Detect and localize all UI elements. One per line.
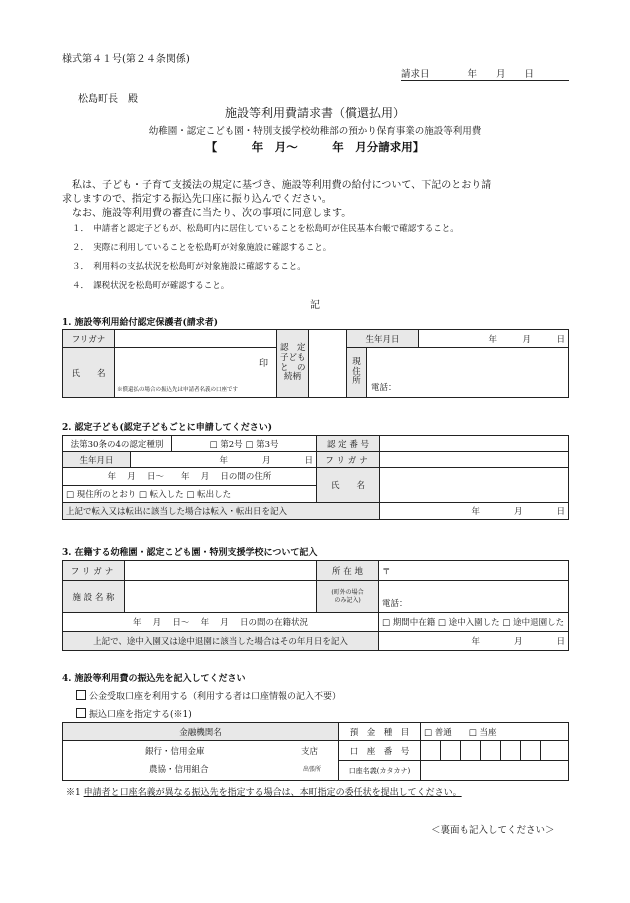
facility-name-field[interactable]: [125, 581, 317, 613]
mid-date-field[interactable]: 年 月 日: [379, 632, 569, 651]
ki-mark: 記: [310, 300, 320, 311]
facility-furigana-label: フリガナ: [63, 561, 125, 581]
form-number: 様式第４１号(第２４条関係): [62, 54, 190, 65]
document-subtitle: 幼稚園・認定こども園・特別支援学校幼稚部の預かり保育事業の施設等利用費: [148, 126, 482, 137]
cert-type-label: 法第30条の4の認定種別: [63, 436, 172, 452]
consent-item: ４． 課税状況を松島町が確認すること。: [72, 281, 230, 291]
child-table: [62, 435, 569, 520]
bank-name-field[interactable]: [63, 741, 339, 781]
facility-phone-label: 電話：: [382, 599, 408, 609]
account-digit[interactable]: [501, 741, 521, 761]
facility-phone-field[interactable]: [379, 581, 569, 613]
bank-header: 金融機関名: [63, 723, 339, 741]
phone-label: 電話：: [371, 383, 397, 393]
public-account-option[interactable]: 公金受取口座を利用する（利用する者は口座情報の記入不要）: [76, 689, 341, 702]
enrollment-options[interactable]: □ 期間中在籍 □ 途中入園した □ 途中退園した: [379, 613, 569, 632]
birth-field[interactable]: 年 月 日: [419, 330, 569, 348]
child-furigana-label: フリガナ: [317, 452, 380, 468]
addressee: 松島町長 殿: [78, 94, 138, 105]
consent-item: ２． 実際に利用していることを松島町が対象施設に確認すること。: [72, 243, 332, 253]
checkbox-icon[interactable]: [76, 708, 86, 718]
document-title: 施設等利用費請求書（償還払用）: [224, 106, 405, 120]
facility-table: [62, 560, 569, 651]
intro-line-2: 求しますので、指定する振込先口座に振り込んでください。: [62, 194, 332, 205]
request-date: 請求日 年 月 日: [401, 66, 569, 81]
account-digit[interactable]: [541, 741, 569, 761]
bank-table: [62, 722, 569, 781]
address-period-label: 年 月 日～ 年 月 日の間の住所: [63, 468, 317, 485]
name-label: 氏 名: [63, 348, 115, 398]
location-field[interactable]: [379, 561, 569, 581]
intro-line-1: 私は、子ども・子育て支援法の規定に基づき、施設等利用費の給付について、下記のとおり請: [62, 180, 492, 191]
account-no-label: 口 座 番 号: [339, 741, 421, 761]
request-period: 【 年 月～ 年 月分請求用】: [205, 140, 425, 154]
address-label: 現 住 所: [347, 348, 367, 398]
back-side-note: ＜裏面も記入してください＞: [431, 825, 555, 836]
specified-account-option[interactable]: 振込口座を指定する(※1): [76, 707, 192, 720]
account-digit[interactable]: [421, 741, 441, 761]
child-birth-label: 生年月日: [63, 452, 131, 468]
account-digit[interactable]: [481, 741, 501, 761]
name-field[interactable]: [115, 348, 277, 398]
cert-type-options[interactable]: □ 第2号 □ 第3号: [172, 436, 317, 452]
birth-label: 生年月日: [347, 330, 419, 348]
child-birth-field[interactable]: 年 月 日: [131, 452, 317, 468]
section-4-heading: 4. 施設等利用費の振込先を記入してください: [62, 674, 246, 684]
cert-no-label: 認 定 番 号: [317, 436, 380, 452]
outside-note: (町外の場合 のみ記入): [317, 581, 379, 613]
enrollment-period: 年 月 日～ 年 月 日の間の在籍状況: [63, 613, 379, 632]
seal-mark: 印: [258, 359, 268, 369]
postal-mark: 〒: [382, 566, 391, 577]
account-name-label: 口座名義(カタカナ): [339, 761, 421, 781]
intro-line-3: なお、施設等利用費の審査に当たり、次の事項に同意します。: [62, 208, 352, 219]
mid-note: 上記で、途中入園又は途中退園に該当した場合はその年月日を記入: [63, 632, 379, 651]
child-furigana-field[interactable]: [380, 452, 569, 468]
section-1-heading: 1. 施設等利用給付認定保護者(請求者): [62, 318, 219, 328]
move-date-field[interactable]: 年 月 日: [380, 502, 569, 519]
guardian-table: [62, 329, 569, 398]
account-digit[interactable]: [441, 741, 461, 761]
consent-item: １． 申請者と認定子どもが、松島町内に居住していることを松島町が住民基本台帳で確認すること。: [72, 224, 459, 234]
deposit-type-options[interactable]: □ 普通 □ 当座: [421, 723, 569, 741]
footnote-mark: ※1: [66, 788, 81, 798]
furigana-label: フリガナ: [63, 330, 115, 348]
facility-name-label: 施 設 名 称: [63, 581, 125, 613]
relation-field[interactable]: [309, 330, 347, 398]
branch-label: 支店: [301, 747, 319, 757]
location-label: 所 在 地: [317, 561, 379, 581]
child-name-field[interactable]: [380, 468, 569, 502]
deposit-type-label: 預 金 種 目: [339, 723, 421, 741]
footnote-text: 申請者と口座名義が異なる振込先を指定する場合は、本町指定の委任状を提出してください。: [83, 788, 462, 798]
account-note: ※償還払の場合の振込先は申請者名義の口座です: [117, 387, 239, 394]
account-digit[interactable]: [461, 741, 481, 761]
move-note: 上記で転入又は転出に該当した場合は転入・転出日を記入: [63, 502, 380, 519]
cert-no-field[interactable]: [380, 436, 569, 452]
section-2-heading: 2. 認定子ども(認定子どもごとに申請してください): [62, 423, 273, 433]
checkbox-icon[interactable]: [76, 690, 86, 700]
bank-type-2: 農協・信用組合: [149, 765, 209, 775]
footnote: [66, 785, 462, 798]
office-label: 出張所: [303, 766, 322, 773]
bank-type-1: 銀行・信用金庫: [145, 747, 205, 757]
child-name-label: 氏 名: [317, 468, 380, 502]
account-name-field[interactable]: [421, 761, 569, 781]
relation-label: 認 定 子ども と の 続柄: [277, 330, 309, 398]
section-3-heading: 3. 在籍する幼稚園・認定こども園・特別支援学校について記入: [62, 548, 318, 558]
furigana-field[interactable]: [115, 330, 277, 348]
facility-furigana-field[interactable]: [125, 561, 317, 581]
address-field[interactable]: [367, 348, 569, 398]
consent-item: ３． 利用料の支払状況を松島町が対象施設に確認すること。: [72, 262, 306, 272]
address-options[interactable]: □ 現住所のとおり □ 転入した □ 転出した: [63, 485, 317, 502]
account-digit[interactable]: [521, 741, 541, 761]
